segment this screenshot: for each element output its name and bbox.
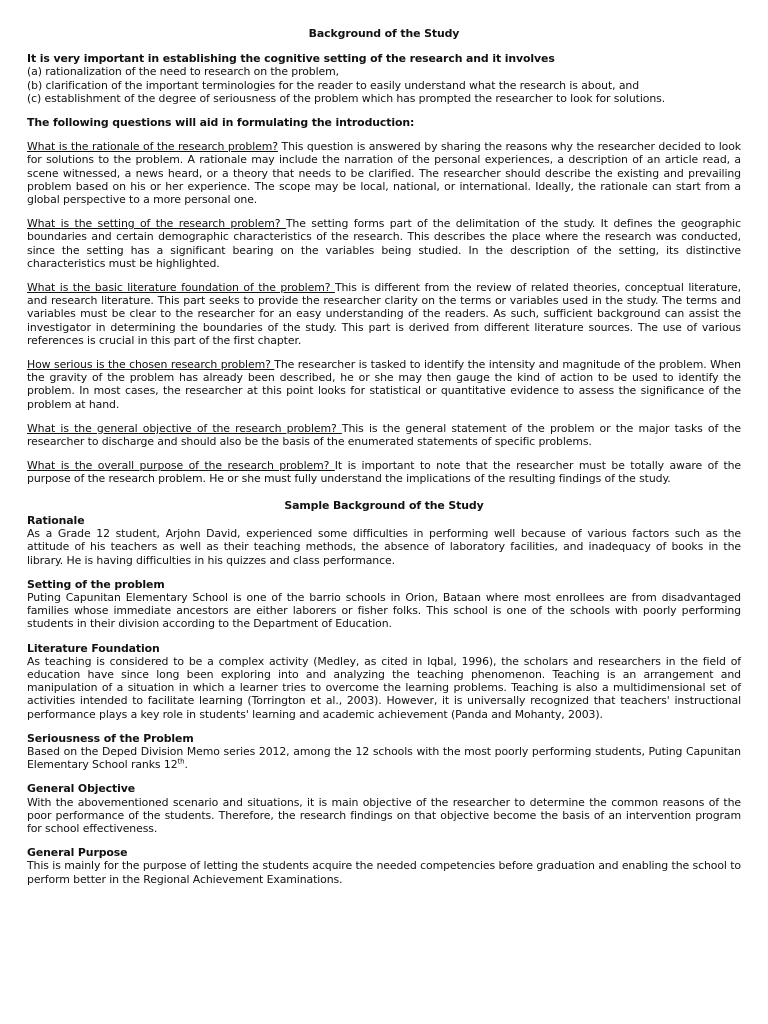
question-literature-answer: This is different from the review of related theories, conceptual literature, and research literature. This part seeks to provide the researcher clarity on the terms or variables used in the study. The terms and variables must be clear to the researcher for an easy understanding of the readers. As such, sufficient background can assist the investigator in determining the boundaries of the study. This part is derived from different literature sources. The use of various references is crucial in this part of the first chapter. [27,281,741,347]
intro-lead: It is very important in establishing the cognitive setting of the research and it involves [27,52,555,66]
question-rationale-answer: This question is answered by sharing the reasons why the researcher decided to look for solutions to the problem. A rationale may include the narration of the personal experiences, a description of an article read, a scene witnessed, a news heard, or a theory that needs to be clarified. The researcher should describe the existing and prevailing problem based on his or her experience. The scope may be local, national, or international. Ideally, the rationale can start from a global perspective to a more personal one. [27,140,741,207]
question-seriousness-answer: The researcher is tasked to identify the intensity and magnitude of the problem. When the gravity of the problem has already been described, he or she may then gauge the kind of action to be used to identify the problem. In most cases, the researcher at this point looks for statistical or quantitative evidence to assess the significance of the problem at hand. [27,358,741,411]
seriousness-paragraph [27,745,741,771]
intro-item-c: (c) establishment of the degree of seriousness of the problem which has prompted the researcher to look for solutions. [27,91,666,105]
intro-section [27,52,741,105]
question-setting-answer: The setting forms part of the delimitation of the study. It defines the geographic boundaries and certain demographic characteristics of the research. This describes the place where the research was conducted, since the setting has a significant bearing on the variables being studied. In the description of the setting, its distinctive characteristics must be highlighted. [27,217,741,270]
question-purpose [27,459,741,485]
setting-text: Puting Capunitan Elementary School is one of the barrio schools in Orion, Bataan where most enrollees are from disadvantaged families whose immediate ancestors are either laborers or fisher folks. This school is one of the schools with poorly performing students in their division according to the Department of Education. [27,590,741,631]
question-purpose-title: What is the overall purpose of the research problem? [27,459,335,473]
question-setting-title: What is the setting of the research problem? [27,217,286,231]
question-rationale [27,140,741,206]
seriousness-end: . [184,758,188,772]
sample-title: Sample Background of the Study [284,498,484,512]
question-literature-title: What is the basic literature foundation of the problem? [27,281,335,295]
rationale-heading: Rationale [27,513,85,527]
question-objective [27,422,741,448]
literature-text: As teaching is considered to be a complex activity (Medley, as cited in Iqbal, 1996), the scholars and researchers in the field of education have since long been exploring into and analyzing the teaching phenomenon. Teaching is an arrangement and manipulation of a situation in which a learner tries to overcome the learning problems. Teaching is also a multidimensional set of activities intended to facilitate learning (Torrington et al., 2003). However, it is universally recognized that teachers' instructional performance plays a key role in students' learning and academic achievement (Panda and Mohanty, 2003). [27,654,741,721]
rank-ordinal-suffix: th [177,757,185,766]
objective-heading: General Objective [27,782,136,796]
question-literature [27,281,741,347]
purpose-heading: General Purpose [27,846,128,860]
question-setting [27,217,741,270]
question-purpose-answer: It is important to note that the researcher must be totally aware of the purpose of the research problem. He or she must fully understand the implications of the resulting findings of the study. [27,459,742,486]
intro-item-b: (b) clarification of the important terminologies for the reader to easily understand what the research is about, and [27,78,640,92]
rationale-text: As a Grade 12 student, Arjohn David, experienced some difficulties in performing well because of various factors such as the attitude of his teachers as well as their teaching methods, the absence of laboratory facilities, and inadequacy of books in the library. He is having difficulties in his quizzes and class performance. [27,527,741,567]
question-objective-answer: This is the general statement of the problem or the major tasks of the researcher to discharge and should also be the basis of the enumerated statements of specific problems. [27,421,741,449]
intro-item-a: (a) rationalization of the need to research on the problem, [27,65,340,79]
question-objective-title: What is the general objective of the research problem? [27,421,342,435]
purpose-text: This is mainly for the purpose of letting the students acquire the needed competencies before graduation and enabling the school to perform better in the Regional Achievement Examinations. [27,859,741,886]
seriousness-text: Based on the Deped Division Memo series 2012, among the 12 schools with the most poorly performing students, Puting Capunitan Elementary School ranks 12 [27,744,741,772]
question-rationale-title: What is the rationale of the research problem? [27,140,278,154]
question-seriousness-title: How serious is the chosen research problem? [27,358,275,372]
document-title: Background of the Study [308,27,460,40]
question-seriousness [27,358,741,411]
setting-heading: Setting of the problem [27,577,165,591]
literature-heading: Literature Foundation [27,641,160,655]
questions-heading: The following questions will aid in formulating the introduction: [27,116,415,130]
objective-text: With the abovementioned scenario and situations, it is main objective of the researcher to determine the common reasons of the poor performance of the students. Therefore, the research findings on that objective become the basis of an intervention program for school effectiveness. [27,795,741,835]
seriousness-heading: Seriousness of the Problem [27,731,194,745]
